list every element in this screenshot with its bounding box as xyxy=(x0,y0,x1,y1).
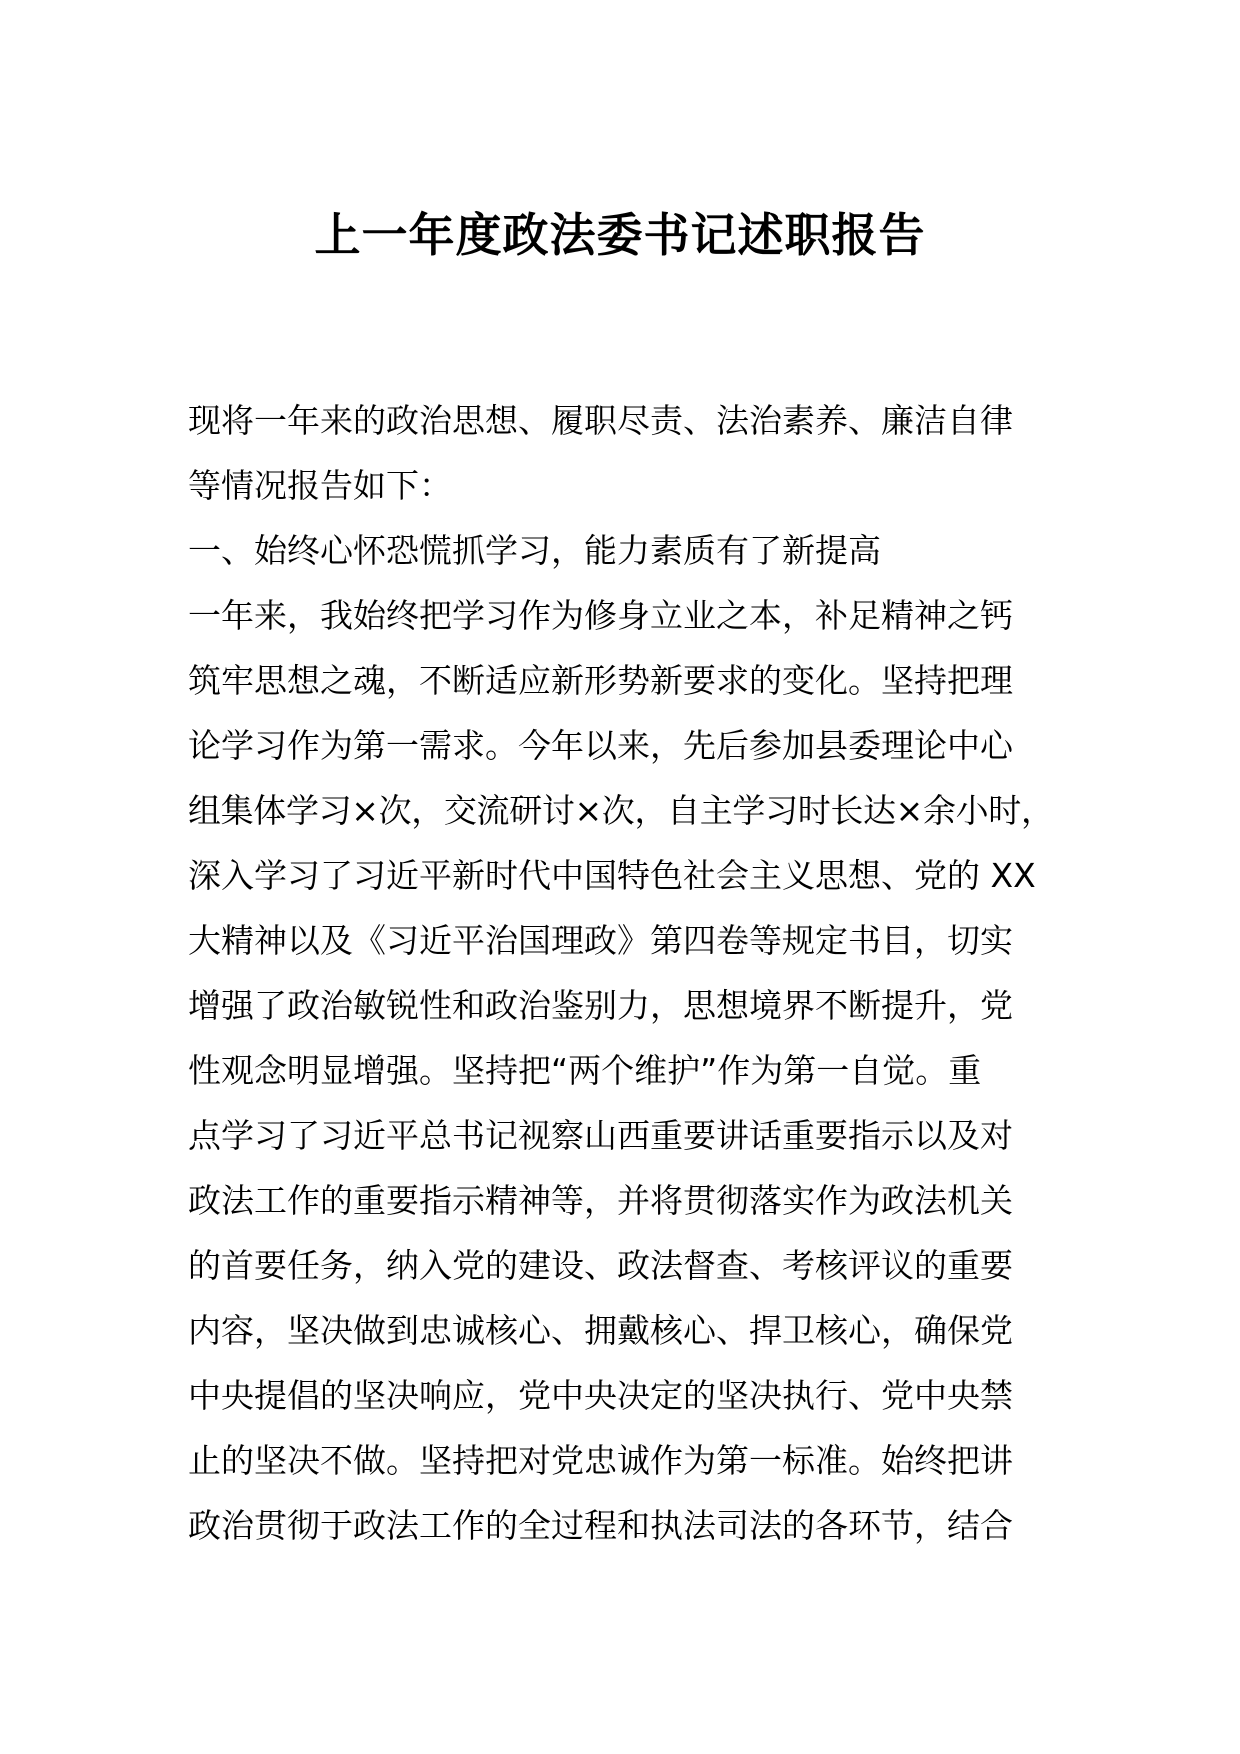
body-text-line: 组集体学习×次，交流研讨×次，自主学习时长达×余小时， xyxy=(188,791,1054,830)
body-text-line: 等情况报告如下： xyxy=(188,466,452,505)
body-text-line: 一年来，我始终把学习作为修身立业之本，补足精神之钙 xyxy=(188,596,1013,635)
body-text-line: 筑牢思想之魂，不断适应新形势新要求的变化。坚持把理 xyxy=(188,661,1013,700)
body-text-line: 论学习作为第一需求。今年以来，先后参加县委理论中心 xyxy=(188,726,1013,765)
body-text-line: 深入学习了习近平新时代中国特色社会主义思想、党的 XX xyxy=(188,856,1036,895)
body-text-line: 一、始终心怀恐慌抓学习，能力素质有了新提高 xyxy=(188,531,881,570)
body-text-line: 点学习了习近平总书记视察山西重要讲话重要指示以及对 xyxy=(188,1116,1013,1155)
document-title: 上一年度政法委书记述职报告 xyxy=(314,208,926,262)
body-text-line: 性观念明显增强。坚持把“两个维护”作为第一自觉。重 xyxy=(188,1051,982,1090)
body-text-line: 现将一年来的政治思想、履职尽责、法治素养、廉洁自律 xyxy=(188,401,1013,440)
body-text-line: 中央提倡的坚决响应，党中央决定的坚决执行、党中央禁 xyxy=(188,1376,1013,1415)
body-text-line: 止的坚决不做。坚持把对党忠诚作为第一标准。始终把讲 xyxy=(188,1441,1013,1480)
body-text-line: 内容，坚决做到忠诚核心、拥戴核心、捍卫核心，确保党 xyxy=(188,1311,1013,1350)
document-body xyxy=(188,388,1054,1558)
body-text-line: 政法工作的重要指示精神等，并将贯彻落实作为政法机关 xyxy=(188,1181,1013,1220)
body-text-line: 的首要任务，纳入党的建设、政法督查、考核评议的重要 xyxy=(188,1246,1013,1285)
body-text-line: 政治贯彻于政法工作的全过程和执法司法的各环节，结合 xyxy=(188,1506,1013,1545)
body-text-line: 增强了政治敏锐性和政治鉴别力，思想境界不断提升，党 xyxy=(188,986,1013,1025)
body-text-line: 大精神以及《习近平治国理政》第四卷等规定书目，切实 xyxy=(188,921,1013,960)
